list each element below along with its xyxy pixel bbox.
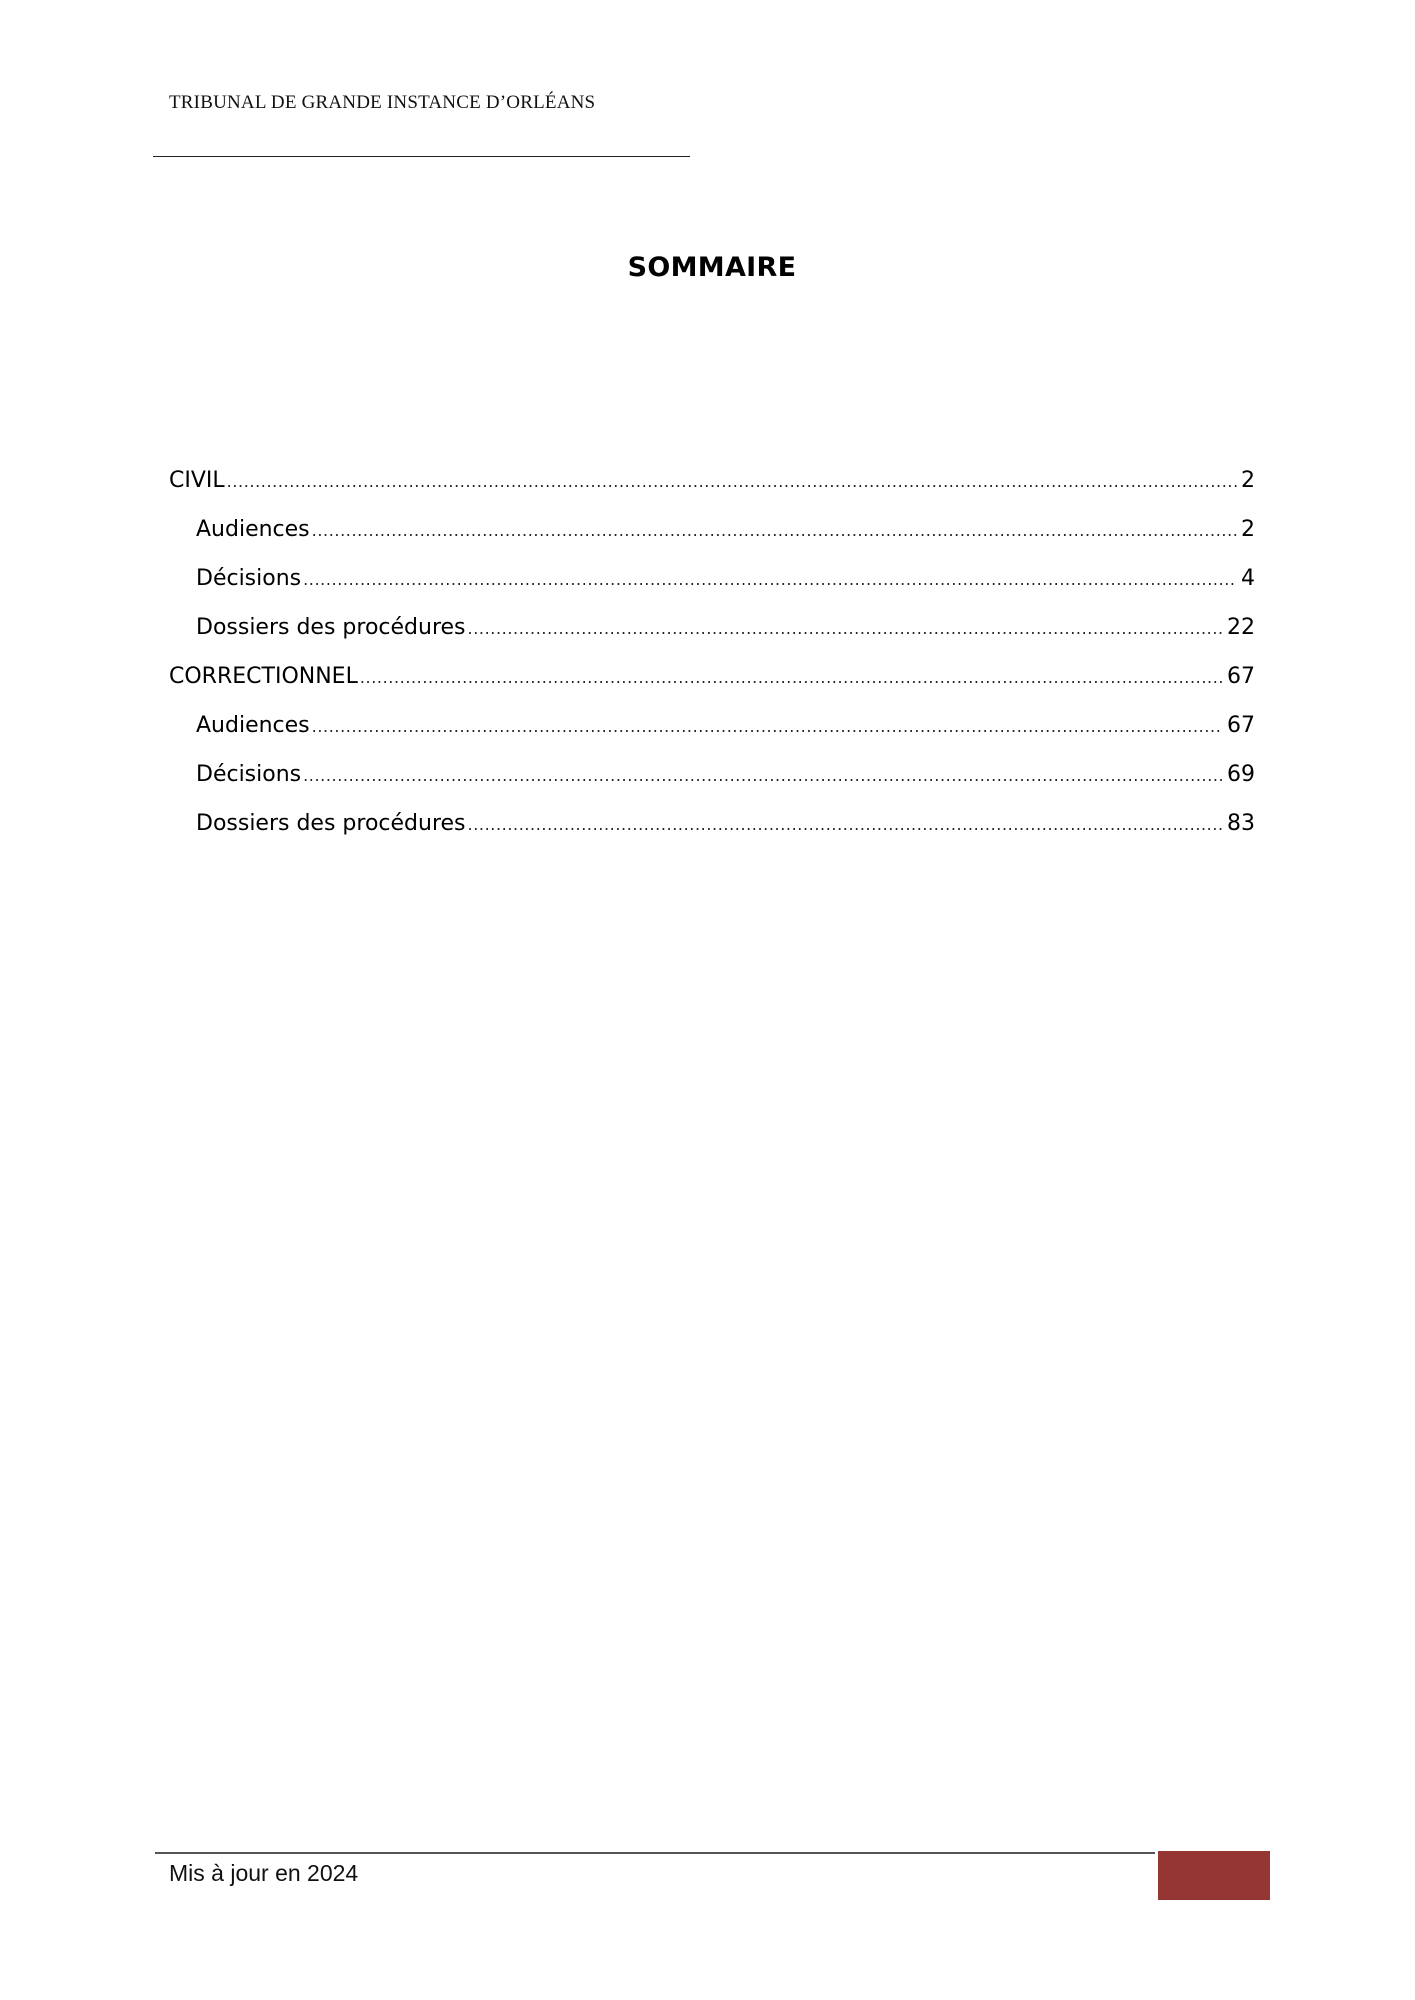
toc-page-number: 67 [1227, 664, 1255, 689]
footer-update-note: Mis à jour en 2024 [169, 1860, 359, 1886]
toc-page-number: 2 [1241, 468, 1255, 493]
toc-page-number: 67 [1227, 713, 1255, 738]
toc-entry-label: Dossiers des procédures [196, 615, 466, 640]
toc-dot-leader [312, 708, 1223, 746]
toc-entry-civil-decisions[interactable] [169, 560, 1255, 609]
toc-entry-label: Dossiers des procédures [196, 811, 466, 836]
toc-entry-correctionnel[interactable] [169, 658, 1255, 707]
toc-entry-civil[interactable] [169, 462, 1255, 511]
toc-entry-civil-dossiers[interactable] [169, 609, 1255, 658]
toc-entry-label: Audiences [196, 713, 310, 738]
toc-entry-correctionnel-decisions[interactable] [169, 756, 1255, 805]
footer-accent-block [1158, 1851, 1270, 1900]
toc-page-number: 69 [1227, 762, 1255, 787]
toc-page-number: 2 [1241, 517, 1255, 542]
footer-divider [155, 1852, 1155, 1854]
toc-dot-leader [360, 659, 1223, 697]
toc-entry-label: CIVIL [169, 468, 225, 493]
toc-dot-leader [468, 610, 1223, 648]
page-header-title: TRIBUNAL DE GRANDE INSTANCE D’ORLÉANS [169, 92, 596, 113]
toc-dot-leader [227, 463, 1237, 501]
toc-entry-label: Audiences [196, 517, 310, 542]
toc-entry-correctionnel-audiences[interactable] [169, 707, 1255, 756]
toc-page-number: 83 [1227, 811, 1255, 836]
header-divider [153, 156, 690, 157]
toc-dot-leader [468, 806, 1223, 844]
toc-dot-leader [303, 757, 1223, 795]
toc-entry-label: Décisions [196, 566, 302, 591]
toc-dot-leader [312, 512, 1237, 550]
toc-page-number: 4 [1241, 566, 1255, 591]
toc-page-number: 22 [1227, 615, 1255, 640]
toc-entry-civil-audiences[interactable] [169, 511, 1255, 560]
toc-entry-correctionnel-dossiers[interactable] [169, 805, 1255, 854]
toc-dot-leader [303, 561, 1237, 599]
document-title: SOMMAIRE [627, 252, 797, 283]
toc-entry-label: Décisions [196, 762, 302, 787]
toc-entry-label: CORRECTIONNEL [169, 664, 358, 689]
table-of-contents [169, 462, 1255, 854]
